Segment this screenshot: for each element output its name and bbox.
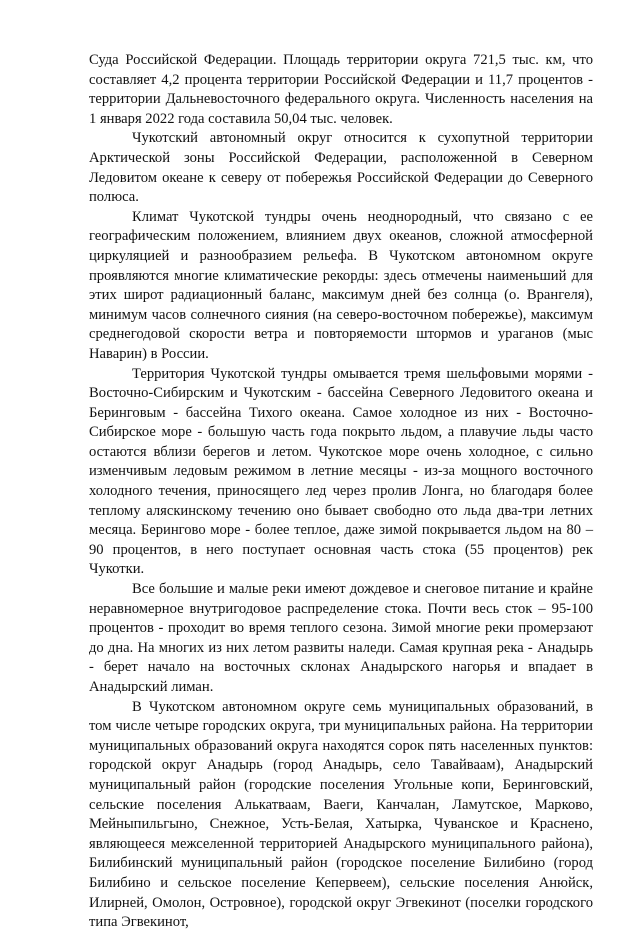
paragraph: Территория Чукотской тундры омывается тремя шельфовыми морями - Восточно-Сибирским и Чукотским - бассейна Северного Ледовитого океана и Беринговым - бассейна Тихого океана. Самое холодное из них - Восточно-Сибирское море - большую часть года покрыто льдом, а плавучие льды часто остаются вблизи берегов и летом. Чукотское море очень холодное, с сильно изменчивым ледовым режимом в летние месяцы - из-за мощного восточного холодного течения, приносящего лед через пролив Лонга, но благодаря более теплому аляскинскому течению оно бывает свободно ото льда два-три летних месяца. Берингово море - более теплое, даже зимой покрывается льдом на 80 – 90 процентов, в него поступает основная часть стока (55 процентов) рек Чукотки. <box>89 365 593 578</box>
paragraph: Суда Российской Федерации. Площадь территории округа 721,5 тыс. км, что составляет 4,2 процента территории Российской Федерации и 11,7 процентов - территории Дальневосточного федерального округа. Численность населения на 1 января 2022 года составила 50,04 тыс. человек. <box>89 52 593 127</box>
paragraph: Климат Чукотской тундры очень неоднородный, что связано с ее географическим положением, влиянием двух океанов, сложной атмосферной циркуляцией и разнообразием рельефа. В Чукотском автономном округе проявляются многие климатические рекорды: здесь отмечены наименьший для этих широт радиационный баланс, максимум дней без солнца (о. Врангеля), минимум часов солнечного сияния (на северо-восточном побережье), максимум среднегодовой скорости ветра и повторяемости штормов и ураганов (мыс Наварин) в России. <box>89 208 593 362</box>
paragraph: В Чукотском автономном округе семь муниципальных образований, в том числе четыре городских округа, три муниципальных района. На территории муниципальных образований округа находятся сорок пять населенных пунктов: городской округ Анадырь (город Анадырь, село Тавайваам), Анадырский муниципальный район (городские поселения Угольные копи, Беринговский, сельские поселения Алькатваам, Ваеги, Канчалан, Ламутское, Марково, Мейныпильгыно, Снежное, Усть-Белая, Хатырка, Чуванское и Краснено, являющееся межселенной территорией Анадырского муниципального района), Билибинский муниципальный район (городское поселение Билибино (город Билибино и сельское поселение Кепервеем), сельские поселения Анюйск, Илирней, Омолон, Островное), городской округ Эгвекинот (поселки городского типа Эгвекинот, <box>89 698 593 931</box>
document-body <box>89 51 593 933</box>
paragraph: Все большие и малые реки имеют дождевое и снеговое питание и крайне неравномерное внутригодовое распределение стока. Почти весь сток – 95-100 процентов - проходит во время теплого сезона. Зимой многие реки промерзают до дна. На многих из них летом развиты наледи. Самая крупная река - Анадырь - берет начало на восточных склонах Анадырского нагорья и впадает в Анадырский лиман. <box>89 581 593 695</box>
paragraph: Чукотский автономный округ относится к сухопутной территории Арктической зоны Российской Федерации, расположенной в Северном Ледовитом океане к северу от побережья Российской Федерации до Северного полюса. <box>89 130 593 206</box>
